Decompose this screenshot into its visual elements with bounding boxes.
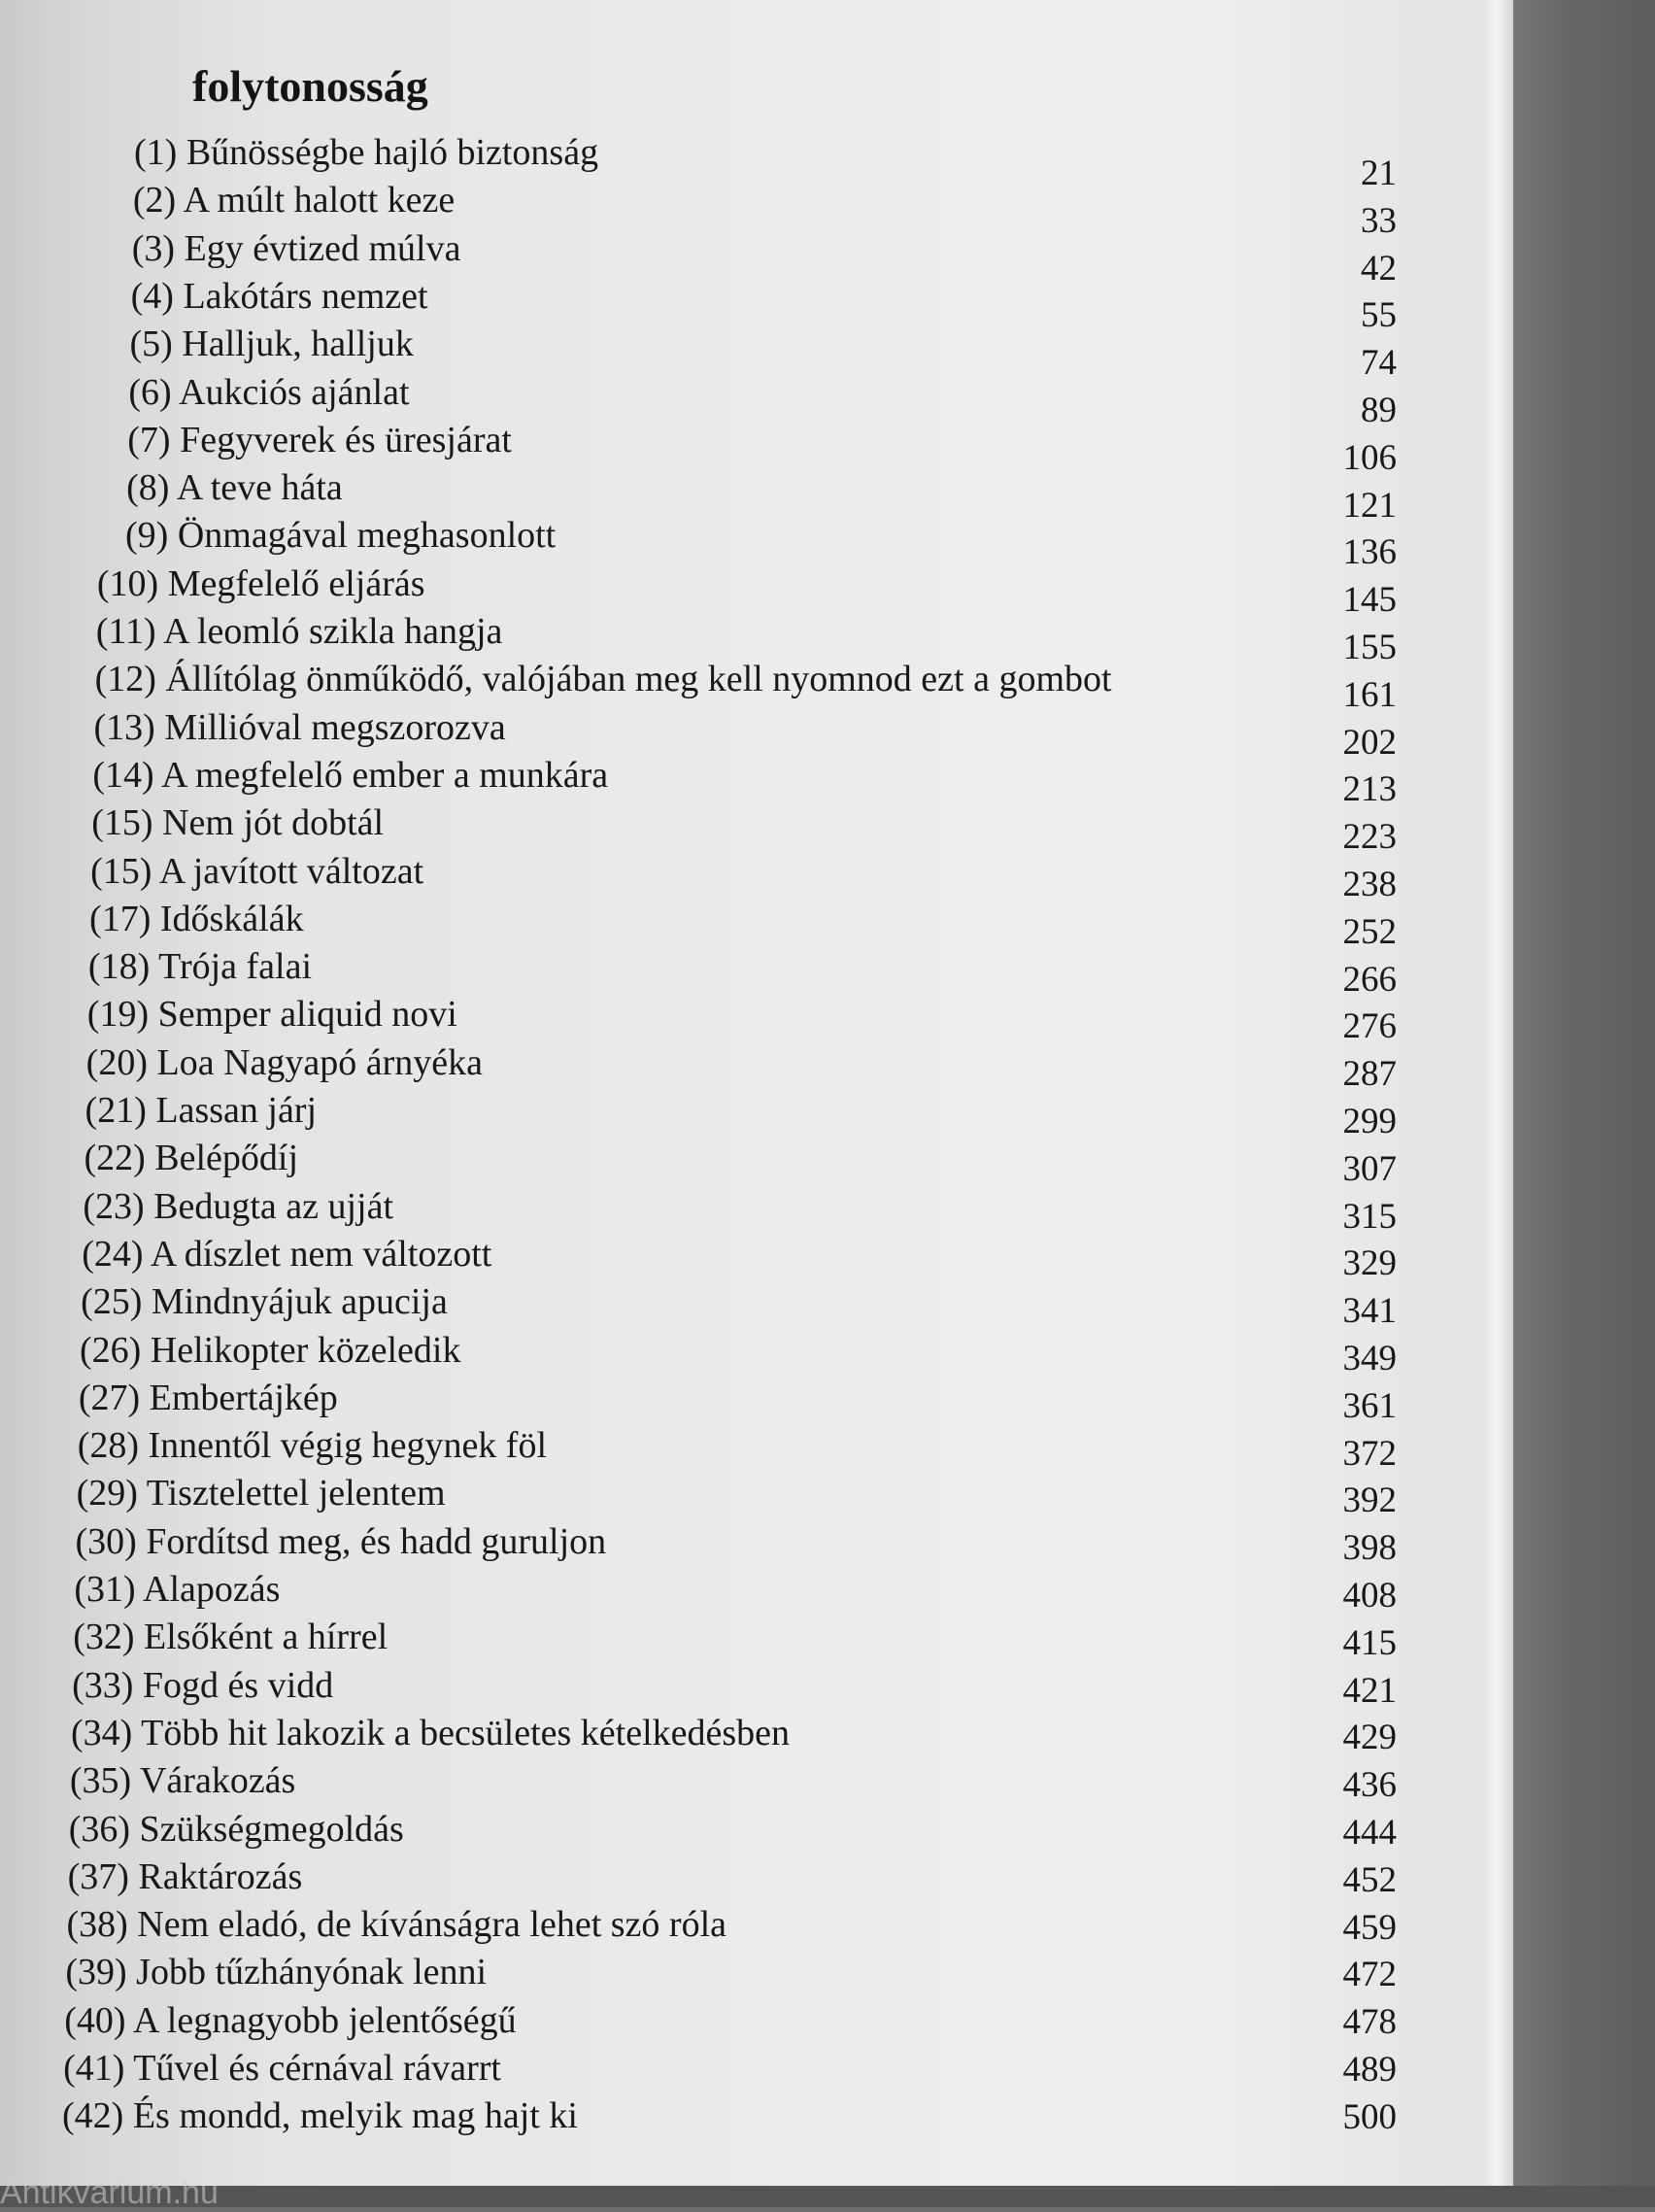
- toc-entry-number: (14): [92, 754, 154, 796]
- toc-entry-text: A legnagyobb jelentőségű: [132, 1999, 517, 2041]
- toc-entry-number: (9): [125, 515, 169, 557]
- toc-entry-page-number: 238: [1342, 865, 1397, 904]
- toc-entry-number: (30): [75, 1520, 137, 1562]
- toc-entry-number: (4): [130, 275, 174, 317]
- toc-entry-number: (6): [128, 371, 172, 413]
- toc-entry-text: Önmagával meghasonlott: [177, 515, 557, 557]
- toc-entry-text: Fogd és vidd: [142, 1664, 334, 1706]
- toc-entry-number: (15): [91, 802, 153, 844]
- toc-entry-page-number: 361: [1342, 1385, 1397, 1426]
- toc-entry-title: [64, 1999, 517, 2041]
- toc-entry-title: [86, 994, 457, 1036]
- toc-entry-number: (35): [69, 1760, 132, 1802]
- toc-entry-text: Loa Nagyapó árnyéka: [156, 1041, 483, 1083]
- toc-entry-title: [81, 1281, 448, 1323]
- toc-entry-page-number: 121: [1342, 485, 1397, 526]
- toc-entry-title: [73, 1616, 388, 1658]
- toc-entry-text: Bűnösségbe hajló biztonság: [186, 132, 599, 173]
- toc-entry-text: Jobb tűzhányónak lenni: [136, 1952, 488, 1993]
- toc-entry-page-number: 415: [1342, 1622, 1397, 1663]
- toc-entry-text: A múlt halott keze: [183, 180, 456, 221]
- toc-entry-page-number: 436: [1342, 1765, 1397, 1806]
- toc-entry-page-number: 74: [1361, 343, 1397, 384]
- toc-entry-page-number: 213: [1342, 769, 1397, 810]
- toc-entry-text: Helikopter közeledik: [150, 1329, 461, 1371]
- toc-entry-number: (10): [96, 562, 159, 604]
- toc-entry-title: [77, 1475, 446, 1512]
- toc-entry-title: [87, 946, 313, 988]
- toc-entry-page-number: 223: [1342, 817, 1397, 858]
- toc-entry-number: (20): [85, 1041, 148, 1083]
- toc-entry-text: Lassan járj: [155, 1090, 318, 1131]
- toc-entry-number: (40): [64, 1999, 126, 2041]
- toc-entry-number: (5): [129, 323, 173, 365]
- toc-entry-page-number: 408: [1342, 1576, 1397, 1616]
- toc-entry-title: [96, 562, 425, 604]
- toc-entry-number: (25): [81, 1281, 143, 1323]
- toc-entry-text: Mindnyájuk apucija: [151, 1281, 448, 1323]
- toc-entry-number: (33): [72, 1664, 134, 1706]
- toc-entry-text: Megfelelő eljárás: [167, 562, 425, 604]
- toc-entry-number: (24): [82, 1233, 144, 1275]
- toc-entry-page-number: 55: [1361, 295, 1397, 336]
- toc-entry-number: (8): [126, 467, 170, 509]
- toc-entry-title: [83, 1185, 394, 1227]
- toc-entry-text: És mondd, melyik mag hajt ki: [132, 2095, 578, 2137]
- toc-entry-title: [79, 1379, 338, 1416]
- toc-entry-page-number: 372: [1342, 1433, 1397, 1474]
- toc-entry-page-number: 341: [1342, 1291, 1397, 1332]
- toc-entry-title: [91, 802, 385, 844]
- toc-entry-title: [68, 1808, 404, 1850]
- toc-entry-text: Fegyverek és üresjárat: [180, 419, 512, 460]
- toc-entry-title: [84, 1138, 299, 1179]
- toc-entry-title: [126, 467, 343, 509]
- toc-entry-text: A megfelelő ember a munkára: [161, 754, 609, 796]
- toc-entry-text: A teve háta: [176, 467, 343, 509]
- toc-entry-title: [77, 1425, 548, 1467]
- toc-entry-title: [75, 1520, 607, 1562]
- background-surface: [1496, 0, 1655, 2207]
- toc-entry-number: (18): [87, 946, 151, 988]
- toc-entry-text: Tűvel és cérnával rávarrt: [133, 2048, 501, 2089]
- toc-entry-title: [79, 1329, 461, 1371]
- toc-entry-page-number: 136: [1342, 532, 1397, 573]
- toc-entry-title: [69, 1760, 296, 1802]
- toc-entry-text: Nem jót dobtál: [162, 802, 385, 844]
- toc-entry-text: Millióval megszorozva: [164, 706, 506, 748]
- toc-entry-title: [130, 275, 428, 317]
- toc-entry-number: (15): [90, 850, 152, 892]
- toc-entry-page-number: 307: [1342, 1148, 1397, 1189]
- toc-entry-number: (27): [78, 1377, 141, 1418]
- toc-entry-text: Raktározás: [138, 1855, 303, 1897]
- toc-entry-page-number: 500: [1342, 2096, 1397, 2137]
- toc-entry-page-number: 287: [1342, 1054, 1397, 1095]
- toc-entry-page-number: 42: [1361, 248, 1397, 289]
- toc-entry-text: Időskálák: [159, 898, 304, 939]
- toc-entry-title: [131, 227, 461, 269]
- toc-entry-page-number: 315: [1342, 1196, 1397, 1237]
- toc-entry-page-number: 489: [1342, 2050, 1397, 2090]
- toc-entry-text: Fordítsd meg, és hadd guruljon: [146, 1520, 607, 1562]
- toc-entry-title: [127, 419, 512, 460]
- toc-entry-title: [95, 661, 1112, 698]
- toc-entry-text: Állítólag önműködő, valójában meg kell nyomnod ezt a gombot: [165, 659, 1112, 700]
- toc-entry-number: (42): [62, 2095, 124, 2137]
- toc-entry-page-number: 421: [1342, 1670, 1397, 1711]
- toc-entry-number: (21): [84, 1090, 147, 1131]
- toc-entry-text: Embertájkép: [149, 1377, 338, 1418]
- toc-entry-page-number: 202: [1342, 722, 1397, 763]
- toc-entry-title: [67, 1855, 303, 1897]
- toc-entry-text: Egy évtized múlva: [184, 227, 461, 269]
- toc-entry-text: Tisztelettel jelentem: [146, 1473, 446, 1514]
- toc-entry-text: Halljuk, halljuk: [182, 323, 414, 365]
- toc-entry-title: [134, 134, 598, 171]
- toc-entry-text: Szükségmegoldás: [139, 1808, 404, 1850]
- toc-entry-number: (12): [94, 659, 156, 700]
- toc-entry-title: [72, 1664, 334, 1706]
- toc-entry-number: (3): [131, 227, 176, 269]
- toc-entry-title: [65, 1954, 487, 1991]
- toc-entry-title: [82, 1233, 492, 1275]
- toc-entry-title: [85, 1092, 317, 1129]
- toc-entry-title: [62, 2095, 578, 2137]
- toc-entry-title: [85, 1041, 483, 1083]
- toc-entry-number: (17): [89, 898, 152, 939]
- toc-entry-page-number: 161: [1342, 674, 1397, 715]
- toc-entry-page-number: 349: [1342, 1339, 1397, 1378]
- page-edge: [1484, 0, 1513, 2186]
- toc-entry-number: (29): [76, 1473, 138, 1514]
- toc-entry-number: (19): [86, 994, 150, 1036]
- toc-entry-title: [96, 613, 503, 650]
- toc-entry-title: [129, 323, 414, 365]
- toc-entry-page-number: 21: [1361, 153, 1397, 193]
- toc-entry-page-number: 155: [1342, 628, 1397, 667]
- toc-entry-title: [92, 754, 609, 796]
- toc-entry-text: Semper aliquid novi: [157, 994, 457, 1036]
- toc-entry-page-number: 299: [1342, 1102, 1397, 1141]
- toc-entry-text: Innentől végig hegynek föl: [148, 1425, 548, 1467]
- toc-entry-title: [70, 1712, 791, 1753]
- toc-entry-number: (11): [95, 611, 156, 652]
- toc-entry-text: Lakótárs nemzet: [183, 275, 428, 317]
- toc-entry-number: (7): [127, 419, 171, 460]
- toc-entry-page-number: 276: [1342, 1006, 1397, 1047]
- toc-entry-number: (31): [74, 1569, 136, 1610]
- toc-entry-page-number: 392: [1342, 1480, 1397, 1521]
- toc-entry-page-number: 472: [1342, 1955, 1397, 1995]
- toc-entry-text: Trója falai: [158, 946, 313, 988]
- toc-entry-number: (28): [77, 1425, 140, 1467]
- toc-entry-number: (41): [63, 2048, 125, 2089]
- toc-entry-number: (22): [84, 1138, 146, 1179]
- toc-entry-page-number: 452: [1342, 1859, 1397, 1900]
- toc-entry-number: (32): [73, 1616, 135, 1658]
- section-title: folytonosság: [192, 61, 428, 111]
- toc-entry-page-number: 145: [1342, 580, 1397, 621]
- toc-entry-page-number: 89: [1361, 391, 1397, 430]
- toc-entry-page-number: 252: [1342, 911, 1397, 952]
- toc-entry-page-number: 429: [1342, 1718, 1397, 1758]
- toc-entry-number: (26): [79, 1329, 142, 1371]
- toc-entry-text: Elsőként a hírrel: [144, 1616, 388, 1658]
- toc-entry-title: [90, 850, 424, 892]
- toc-entry-title: [93, 706, 506, 748]
- toc-entry-number: (23): [83, 1185, 145, 1227]
- toc-entry-page-number: 266: [1342, 959, 1397, 1000]
- toc-entry-text: Bedugta az ujját: [153, 1185, 394, 1227]
- watermark: Antikvarium.hu: [0, 2174, 219, 2211]
- toc-entry-page-number: 398: [1342, 1528, 1397, 1569]
- toc-entry-number: (1): [134, 132, 178, 173]
- toc-entry-text: Alapozás: [143, 1569, 281, 1610]
- toc-entry-title: [74, 1571, 280, 1608]
- toc-entry-title: [128, 371, 410, 413]
- toc-entry-text: Nem eladó, de kívánságra lehet szó róla: [137, 1904, 726, 1946]
- toc-entry-title: [133, 182, 455, 219]
- toc-entry-text: Több hit lakozik a becsületes kételkedésben: [141, 1712, 791, 1753]
- toc-entry-number: (13): [93, 706, 155, 748]
- toc-entry-title: [66, 1904, 726, 1946]
- toc-entry-title: [125, 515, 557, 557]
- toc-entry-page-number: 478: [1342, 2002, 1397, 2043]
- toc-entry-number: (2): [132, 180, 177, 221]
- toc-entry-title: [63, 2050, 501, 2087]
- toc-entry-number: (37): [67, 1855, 129, 1897]
- toc-entry-page-number: 329: [1342, 1243, 1397, 1284]
- toc-entry-number: (36): [68, 1808, 131, 1850]
- toc-entry-page-number: 444: [1342, 1813, 1397, 1853]
- toc-entry-number: (34): [70, 1712, 133, 1753]
- toc-entry-text: Belépődíj: [154, 1138, 299, 1179]
- toc-entry-text: A díszlet nem változott: [150, 1233, 492, 1275]
- toc-entry-text: Aukciós ajánlat: [179, 371, 410, 413]
- toc-entry-number: (39): [65, 1952, 127, 1993]
- toc-entry-number: (38): [66, 1904, 128, 1946]
- toc-entry-text: A javított változat: [158, 850, 424, 892]
- toc-entry-text: A leomló szikla hangja: [163, 611, 503, 652]
- toc-entry-title: [89, 898, 304, 939]
- toc-entry-page-number: 106: [1342, 437, 1397, 478]
- page-bottom-shadow: [0, 2186, 1655, 2207]
- toc-entry-page-number: 459: [1342, 1907, 1397, 1948]
- toc-entry-page-number: 33: [1361, 200, 1397, 241]
- toc-entry-text: Várakozás: [139, 1760, 296, 1802]
